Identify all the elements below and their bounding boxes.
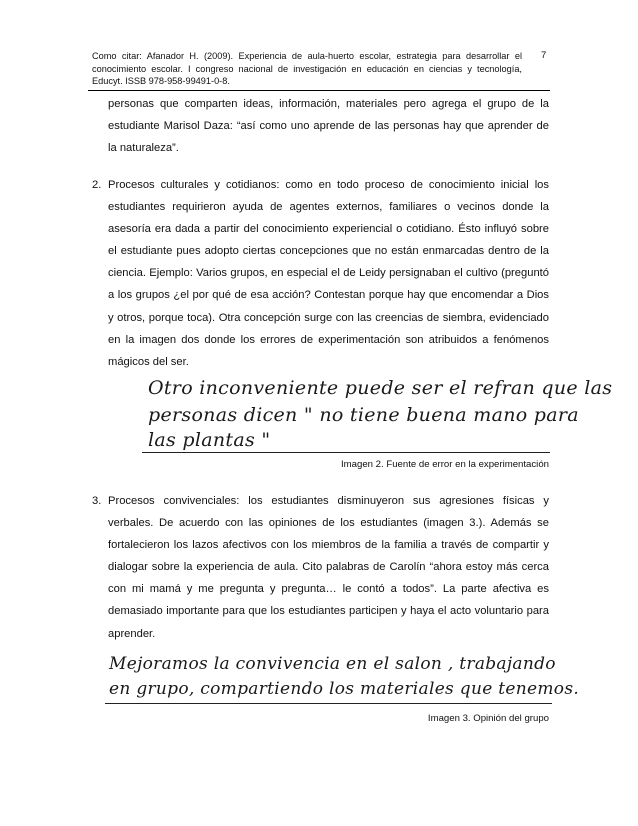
intro-paragraph: personas que comparten ideas, información, materiales pero agrega el grupo de la estudiante Marisol Daza: “así como uno aprende de las personas hay que aprender de la naturaleza”. [108,98,549,155]
handwriting-line: personas dicen " no tiene buena mano para [148,404,579,426]
handwriting-line: en grupo, compartiendo los materiales que tenemos. [109,679,580,699]
image-3-edge [105,703,552,704]
item-2-text: Procesos culturales y cotidianos: como en todo proceso de conocimiento inicial los estudiantes requirieron ayuda de agentes externos, familiares o vecinos donde la asesoría era dada a partir del conocimiento experiencial o cotidiano. Ésto influyó sobre el estudiante pues adopto ciertas concepciones que no están enmarcadas dentro de la ciencia. Ejemplo: Varios grupos, en especial el de Leidy persignaban el cultivo (preguntó a los grupos ¿el por qué de esa acción? Contestan porque hay que encomendar a Dios y otros, porque toca). Otra concepción surge con las creencias de siembra, evidenciado en la imagen dos donde los errores de experimentación son atribuidos a fenómenos mágicos del ser. [108,179,549,368]
image-2-edge [142,452,550,453]
page-number: 7 [541,50,547,61]
handwriting-line: las plantas " [148,429,271,451]
item-3-text: Procesos convivenciales: los estudiantes disminuyeron sus agresiones físicas y verbales. De acuerdo con las opiniones de los estudiantes (imagen 3.). Además se fortalecieron los lazos afectivos con los miembros de la familia a través de compartir y dialogar sobre la experiencia de aula. Cito palabras de Carolín “ahora estoy más cerca con mi mamá y me pregunta y pregunta… le contó a todos”. La parte afectiva es demasiado importante para que los estudiantes participen y haya el acto voluntario para aprender. [108,495,549,640]
citation-header: Como citar: Afanador H. (2009). Experiencia de aula-huerto escolar, estrategia para desarrollar el conocimiento escolar. I congreso nacional de investigación en educación en ciencias y tecnología, Educyt. ISSB 978-958-99491-0-8. [92,51,522,87]
image-2-caption: Imagen 2. Fuente de error en la experimentación [341,459,549,470]
item-2-number: 2. [92,179,102,191]
image-3-caption: Imagen 3. Opinión del grupo [427,713,549,724]
handwriting-image-3 [105,653,580,705]
header-rule [88,90,550,91]
handwriting-line: Otro inconveniente puede ser el refran que las [148,377,613,399]
item-3-number: 3. [92,495,102,507]
handwriting-image-2 [142,371,613,455]
handwriting-line: Mejoramos la convivencia en el salon , trabajando [109,654,556,674]
